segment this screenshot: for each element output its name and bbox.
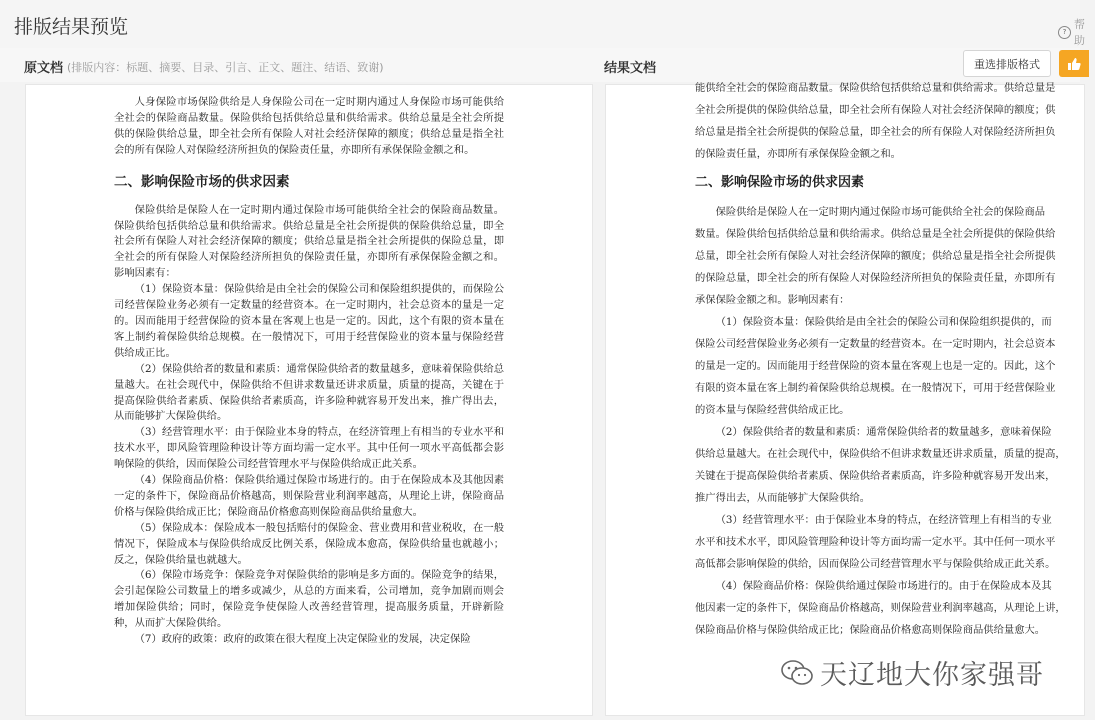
- text-line: 保险供给是保险人在一定时期内通过保险市场可能供给全社会的保险商品: [715, 206, 1046, 218]
- text-line: 的保险总量，即全社会的所有保险人对保险经济所担负的保险责任量，亦即所有: [695, 272, 1056, 284]
- list-item: （1）保险资本量：保险供给是由全社会的保险公司和保险组织提供的，而保险公司经营保险业务必须有一定数量的经营资本。在一定时期内，社会总资本的量是一定的。因而能用于经营保险的资本量在客观上也是一定的。因此，这个有限的资本量在客上制约着保险供给总规模。在一般情况下，可用于经营保险业的资本量与保险经营供给成正比。: [114, 283, 504, 359]
- reselect-format-button[interactable]: 重选排版格式: [963, 50, 1051, 77]
- text-line: 高低都会影响保险的供给，因而保险公司经营管理水平与保险供给成正此关系。: [695, 558, 1056, 570]
- section-heading: 二、影响保险市场的供求因素: [114, 173, 290, 190]
- text-line: 数量。保险供给包括供给总量和供给需求。供给总量是全社会所提供的保险供给: [695, 228, 1056, 240]
- source-doc-label: 原文档: [24, 61, 64, 76]
- text-line: 有限的资本量在客上制约着保险供给总规模。在一般情况下，可用于经营保险业: [695, 382, 1056, 394]
- wechat-icon: [780, 659, 814, 687]
- list-item: （7）政府的政策：政府的政策在很大程度上决定保险业的发展，决定保险: [134, 633, 471, 646]
- list-item: （4）保险商品价格：保险供给通过保险市场进行的。由于在保险成本及其他因素一定的条件下，保险商品价格越高，则保险营业利润率越高，从理论上讲，保险商品价格与保险供给成正比；保险商品价格愈高则保险商品供给量愈大。: [114, 474, 504, 518]
- text-line: 的资本量与保险经营供给成正比。: [695, 404, 850, 416]
- text-line: 承保保险金额之和。影响因素有：: [695, 294, 850, 306]
- intro-paragraph: 人身保险市场保险供给是人身保险公司在一定时期内通过人身保险市场可能供给全社会的保险商品数量。保险供给包括供给总量和供给需求。供给总量是全社会所提供的保险供给总量，即全社会所有保险人对社会经济保障的额度；供给总量是指全社会的所有保险人对保险经济所担负的保险责任量，亦即所有承保保险金额之和。: [114, 96, 504, 156]
- list-item: （2）保险供给者的数量和素质：通常保险供给者的数量越多，意味着保险供给总量越大。在社会现代中，保险供给不但讲求数量还讲求质量，质量的提高，关键在于提高保险供给者素质、保险供给者素质高，许多险种就容易开发出来，推广得出去，从而能够扩大保险供给。: [114, 362, 504, 423]
- page-title: 排版结果预览: [14, 16, 129, 38]
- source-document-content: [114, 95, 504, 648]
- text-line: 的保险责任量，亦即所有承保保险金额之和。: [695, 148, 901, 160]
- text-line: （3）经营管理水平：由于保险业本身的特点，在经济管理上有相当的专业: [715, 514, 1052, 526]
- section-heading: 二、影响保险市场的供求因素: [695, 175, 865, 190]
- text-line: （1）保险资本量：保险供给是由全社会的保险公司和保险组织提供的，而: [715, 316, 1052, 328]
- text-line: （4）保险商品价格：保险供给通过保险市场进行的。由于在保险成本及其: [715, 580, 1052, 592]
- result-doc-label: 结果文档: [604, 61, 657, 76]
- text-line: 推广得出去，从而能够扩大保险供给。: [695, 492, 871, 504]
- question-circle-icon: ?: [1058, 26, 1071, 39]
- source-doc-hint: (排版内容：标题、摘要、目录、引言、正文、题注、结语、致谢): [67, 61, 384, 74]
- result-document-content: [695, 77, 1095, 641]
- text-line: 保险商品价格与保险供给成正比；保险商品价格愈高则保险商品供给量愈大。: [695, 624, 1046, 636]
- list-item: （3）经营管理水平：由于保险业本身的特点，在经济管理上有相当的专业水平和技术水平，即风险管理险种设计等方面均需一定水平。其中任何一项水平高低都会影响保险的供给，因而保险公司经营管理水平与保险供给成正此关系。: [114, 426, 504, 471]
- text-line: 供给总量越大。在社会现代中，保险供给不但讲求数量还讲求质量，质量的提高，: [695, 448, 1066, 460]
- text-line: 他因素一定的条件下，保险商品价格越高，则保险营业利润率越高，从理论上讲，: [695, 602, 1066, 614]
- list-item: （5）保险成本：保险成本一般包括赔付的保险金、营业费用和营业税收，在一般情况下，保险成本与保险供给成反比例关系，保险成本愈高，保险供给量也就越小；反之，保险供给量也就越大。: [114, 521, 504, 566]
- result-document-panel[interactable]: [605, 84, 1085, 716]
- help-link[interactable]: [1058, 16, 1085, 48]
- download-button[interactable]: [1059, 50, 1089, 77]
- text-line: 能供给全社会的保险商品数量。保险供给包括供给总量和供给需求。供给总量是: [695, 82, 1056, 94]
- body-paragraph: 保险供给是保险人在一定时期内通过保险市场可能供给全社会的保险商品数量。保险供给包括供给总量和供给需求。供给总量是全社会所提供的保险供给总量，即全社会所有保险人对社会经济保障的额度；供给总量是指全社会所提供的保险总量，即全社会的所有保险人对保险经济所担负的保险责任量，亦即所有承保保险金额之和。影响因素有：: [114, 203, 504, 280]
- top-bar: [0, 0, 1085, 48]
- text-line: （2）保险供给者的数量和素质：通常保险供给者的数量越多，意味着保险: [715, 426, 1052, 438]
- text-line: 总量，即全社会所有保险人对社会经济保障的额度；供给总量是指全社会所提供: [695, 250, 1056, 262]
- watermark-text: 天辽地大你家强哥: [820, 660, 1044, 691]
- text-line: 的量是一定的。因而能用于经营保险的资本量在客观上也是一定的。因此，这个: [695, 360, 1056, 372]
- help-label: 帮助: [1074, 18, 1085, 47]
- text-line: 保险公司经营保险业务必须有一定数量的经营资本。在一定时期内，社会总资本: [695, 338, 1056, 350]
- watermark: [780, 653, 1044, 692]
- thumbs-up-icon: [1067, 57, 1081, 71]
- text-line: 关键在于提高保险供给者素质、保险供给者素质高，许多险种就容易开发出来，: [695, 470, 1056, 482]
- source-document-panel[interactable]: [25, 84, 593, 716]
- text-line: 全社会所提供的保险供给总量，即全社会所有保险人对社会经济保障的额度；供: [695, 104, 1056, 116]
- text-line: 给总量是指全社会所提供的保险总量，即全社会的所有保险人对保险经济所担负: [695, 126, 1056, 138]
- list-item: （6）保险市场竞争：保险竞争对保险供给的影响是多方面的。保险竞争的结果，会引起保险公司数量上的增多或减少，从总的方面来看，公司增加，竞争加剧而则会增加保险供给；同时，保险竞争使保险人改善经营管理，提高服务质量，开辟新险种，从而扩大保险供给。: [114, 569, 504, 630]
- text-line: 水平和技术水平，即风险管理险种设计等方面均需一定水平。其中任何一项水平: [695, 536, 1056, 548]
